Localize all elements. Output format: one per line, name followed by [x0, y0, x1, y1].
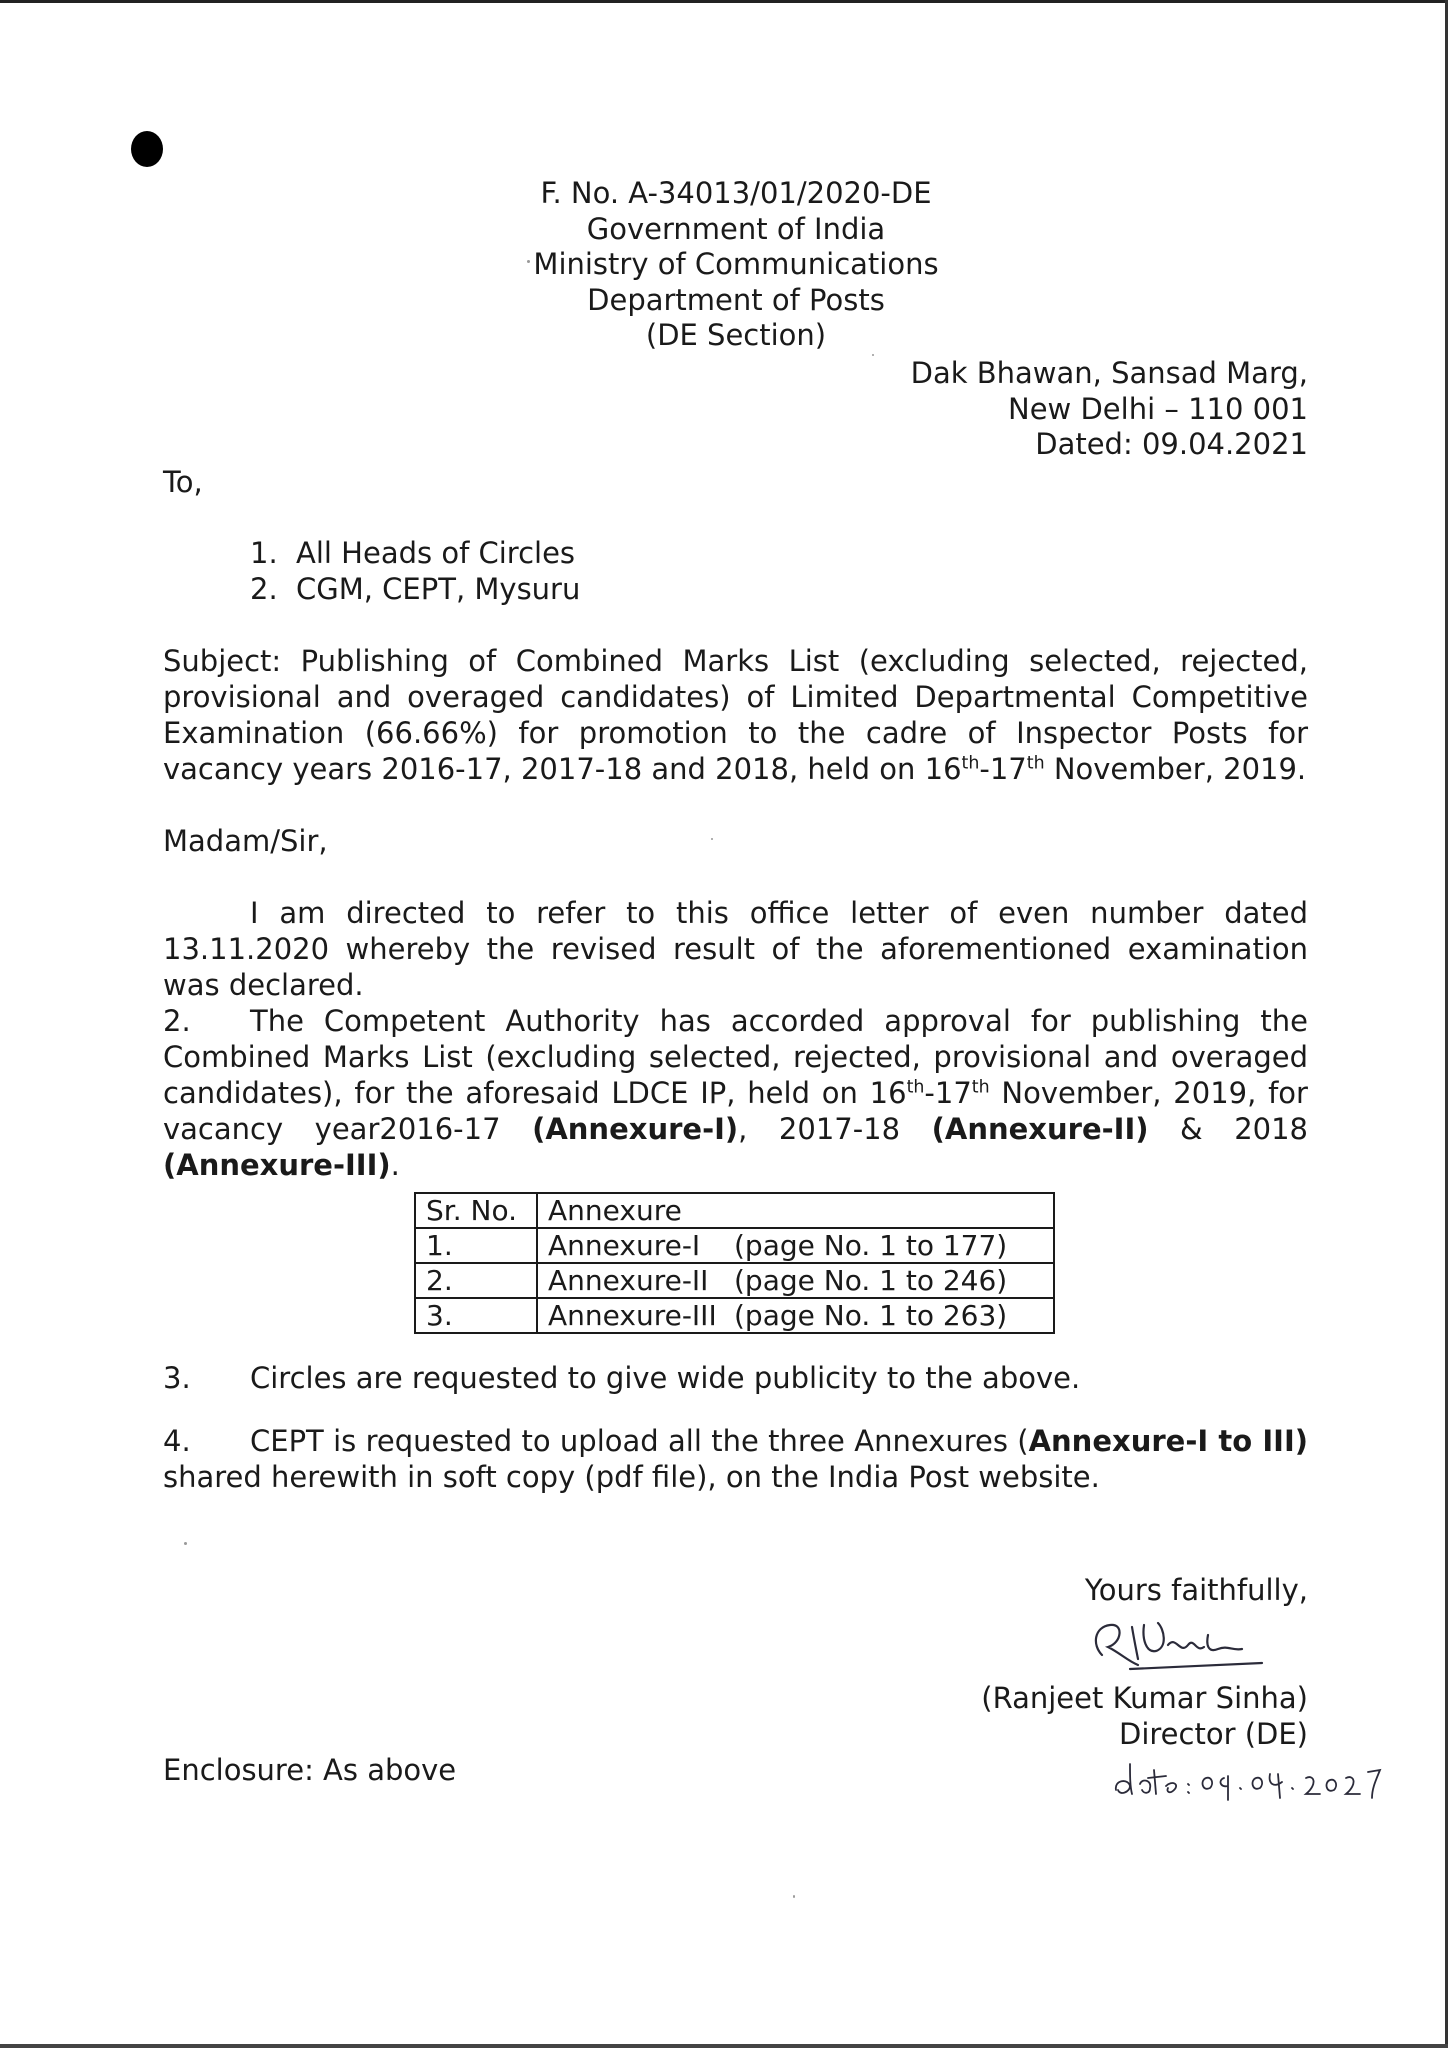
table-row: [415, 1228, 1054, 1263]
para4-text-a: CEPT is requested to upload all the three Annexures (: [250, 1424, 1029, 1458]
subject-paragraph: [163, 643, 1308, 787]
signer-block: [981, 1680, 1308, 1752]
annexure-name: Annexure-II: [548, 1264, 709, 1297]
para2-sup-1: th: [906, 1077, 925, 1098]
annexure-name: Annexure-I: [548, 1229, 701, 1262]
to-label: To,: [163, 465, 203, 499]
government-line: Government of India: [586, 211, 886, 246]
handwritten-date: [1110, 1754, 1390, 1804]
para2-sup-2: th: [971, 1077, 990, 1098]
paragraph-2: [163, 1003, 1308, 1183]
paragraph-3: [163, 1360, 1308, 1396]
cell-annexure: [537, 1228, 1054, 1263]
punch-hole-mark: [131, 131, 163, 167]
recipient-item: [250, 571, 580, 607]
annexure-pages: (page No. 1 to 177): [734, 1229, 1008, 1262]
cell-annexure: [537, 1298, 1054, 1333]
annexure-2-ref: (Annexure-II): [931, 1112, 1149, 1146]
table-header-row: [415, 1193, 1054, 1228]
para2-mid: -17: [924, 1076, 972, 1110]
ministry-line: Ministry of Communications: [533, 247, 939, 281]
handwritten-signature: [1072, 1605, 1272, 1677]
para2-text-a: The Competent Authority has accorded approval for publishing the Combined Marks List (excluding selected, rejected, provisional and overaged candidates), for the aforesaid LDCE IP, held on 16: [163, 1004, 1308, 1110]
paragraph-number: 2.: [163, 1004, 191, 1038]
section-line: (DE Section): [645, 318, 827, 352]
annexure-3-ref: (Annexure-III): [163, 1148, 391, 1182]
closing-line: Yours faithfully,: [1084, 1573, 1308, 1607]
para2-text-c: , 2017-18: [738, 1112, 932, 1146]
para2-text-b: November, 2019, for vacancy year2016-17: [163, 1076, 1308, 1146]
annexure-name: Annexure-III: [548, 1299, 717, 1332]
para4-text-b: shared herewith in soft copy (pdf file), on the India Post website.: [163, 1460, 1100, 1494]
cell-sr: 1.: [415, 1228, 537, 1263]
scan-edge-top: [0, 0, 1448, 3]
recipient-text: CGM, CEPT, Mysuru: [296, 572, 581, 606]
salutation: Madam/Sir,: [163, 824, 328, 858]
file-number: F. No. A-34013/01/2020-DE: [540, 176, 932, 210]
para3-text: Circles are requested to give wide publicity to the above.: [250, 1361, 1081, 1395]
address-line-2: New Delhi – 110 001: [1008, 391, 1308, 426]
scan-edge-bottom: [0, 2044, 1448, 2048]
recipient-item: [250, 535, 580, 571]
cell-annexure: [537, 1263, 1054, 1298]
subject-mid: -17: [979, 752, 1027, 786]
subject-text: Subject: Publishing of Combined Marks List (excluding selected, rejected, provisional and overaged candidates) of Limited Departmental Competitive Examination (66.66%) for promotion to the cadre of Inspector Posts for vacancy years 2016-17, 2017-18 and 2018, held on 16: [163, 644, 1308, 786]
table-row: [415, 1263, 1054, 1298]
paragraph-4: [163, 1423, 1308, 1495]
letter-header: [400, 176, 1072, 354]
header-sr-no: Sr. No.: [415, 1193, 537, 1228]
cell-sr: 3.: [415, 1298, 537, 1333]
annexure-table: [414, 1192, 1055, 1334]
para2-text-e: .: [390, 1148, 400, 1182]
paragraph-1: I am directed to refer to this office letter of even number dated 13.11.2020 whereby the revised result of the aforementioned examination was declared.: [163, 896, 1308, 1002]
signer-designation: Director (DE): [1119, 1717, 1308, 1751]
recipient-list: [250, 535, 580, 607]
table-row: [415, 1298, 1054, 1333]
annexure-1-ref: (Annexure-I): [532, 1112, 739, 1146]
para2-text-d: & 2018: [1148, 1112, 1309, 1146]
subject-text-end: November, 2019.: [1044, 752, 1307, 786]
paragraph-number: 4.: [163, 1424, 191, 1458]
address-line-1: Dak Bhawan, Sansad Marg,: [910, 356, 1308, 390]
recipient-text: All Heads of Circles: [296, 536, 576, 570]
annexure-pages: (page No. 1 to 263): [734, 1299, 1008, 1332]
recipient-number: 1.: [250, 536, 278, 570]
enclosure-note: Enclosure: As above: [163, 1753, 457, 1787]
sender-address: [708, 356, 1308, 463]
header-annexure: Annexure: [537, 1193, 1054, 1228]
annexure-range-ref: Annexure-I to III): [1028, 1424, 1308, 1458]
subject-sup-1: th: [961, 753, 980, 774]
department-line: Department of Posts: [587, 282, 885, 317]
signer-name: (Ranjeet Kumar Sinha): [981, 1681, 1308, 1715]
letter-date: Dated: 09.04.2021: [1035, 427, 1308, 461]
paragraph-number: 3.: [163, 1361, 191, 1395]
annexure-pages: (page No. 1 to 246): [734, 1264, 1008, 1297]
recipient-number: 2.: [250, 572, 278, 606]
subject-sup-2: th: [1026, 753, 1045, 774]
cell-sr: 2.: [415, 1263, 537, 1298]
